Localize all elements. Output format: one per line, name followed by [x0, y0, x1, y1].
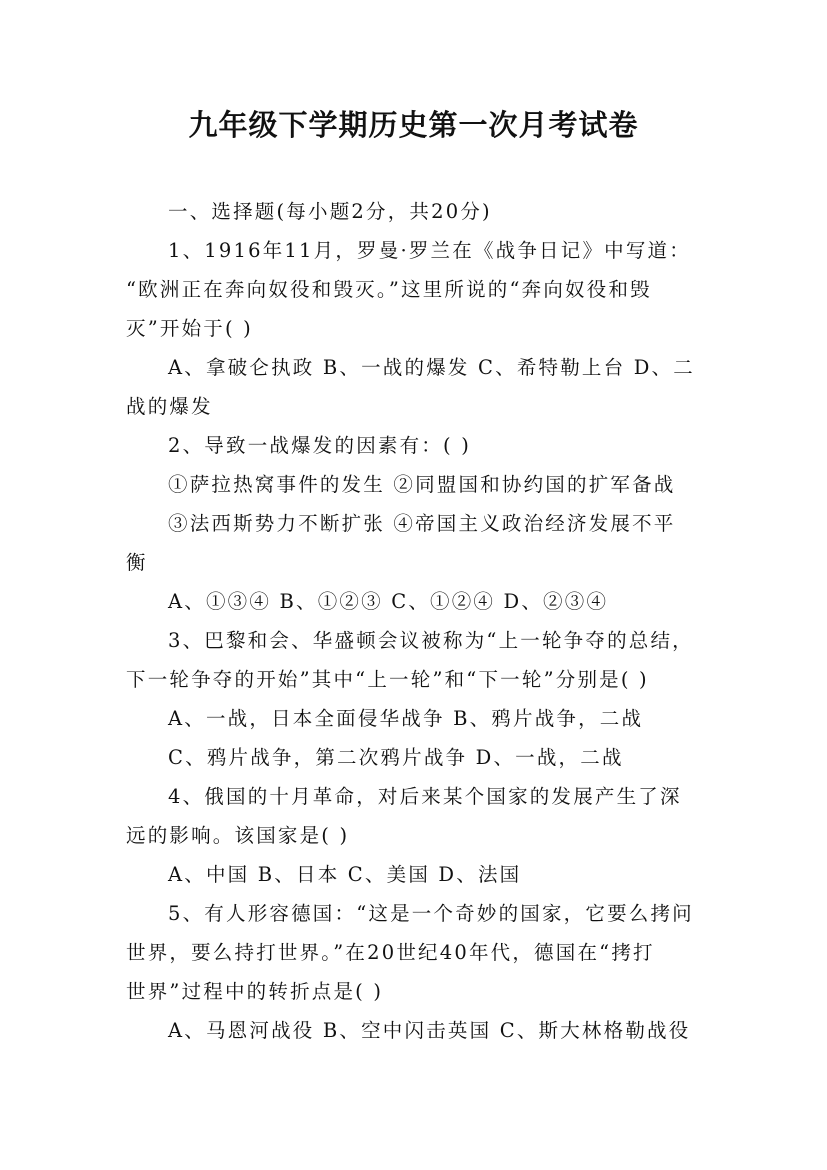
question-4-stem: 远的影响。该国家是( ): [126, 824, 350, 847]
question-5-options: A、马恩河战役 B、空中闪击英国 C、斯大林格勒战役: [168, 1019, 691, 1042]
question-2-stem: 2、导致一战爆发的因素有：( ): [168, 434, 472, 457]
question-3-options: C、鸦片战争，第二次鸦片战争 D、一战，二战: [168, 746, 624, 769]
question-1-stem: “欧洲正在奔向奴役和毁灭。”这里所说的“奔向奴役和毁: [126, 278, 652, 301]
question-1-options: A、拿破仑执政 B、一战的爆发 C、希特勒上台 D、二: [168, 356, 695, 379]
question-5-stem: 5、有人形容德国：“这是一个奇妙的国家，它要么拷问: [168, 902, 694, 925]
question-3-stem: 3、巴黎和会、华盛顿会议被称为“上一轮争夺的总结，: [168, 629, 694, 652]
question-1-stem: 灭”开始于( ): [126, 317, 253, 340]
question-1-stem: 1、1916年11月，罗曼·罗兰在《战争日记》中写道：: [168, 239, 691, 262]
document-title: 九年级下学期历史第一次月考试卷: [188, 108, 639, 142]
question-4-stem: 4、俄国的十月革命，对后来某个国家的发展产生了深: [168, 785, 682, 808]
question-5-stem: 世界，要么持打世界。”在20世纪40年代，德国在“拷打: [126, 941, 655, 964]
question-4-options: A、中国 B、日本 C、美国 D、法国: [168, 863, 522, 886]
question-2-items: ③法西斯势力不断扩张 ④帝国主义政治经济发展不平: [168, 512, 676, 535]
question-2-items: ①萨拉热窝事件的发生 ②同盟国和协约国的扩军备战: [168, 473, 676, 496]
document-body: [126, 192, 706, 1050]
question-5-stem: 世界”过程中的转折点是( ): [126, 980, 384, 1003]
question-2-options: A、①③④ B、①②③ C、①②④ D、②③④: [168, 590, 609, 613]
question-3-options: A、一战，日本全面侵华战争 B、鸦片战争，二战: [168, 707, 644, 730]
question-1-options: 战的爆发: [126, 395, 213, 418]
question-3-stem: 下一轮争夺的开始”其中“上一轮”和“下一轮”分别是( ): [126, 668, 649, 691]
section-heading: 一、选择题(每小题2分，共20分): [168, 200, 492, 223]
question-2-items: 衡: [126, 551, 148, 574]
